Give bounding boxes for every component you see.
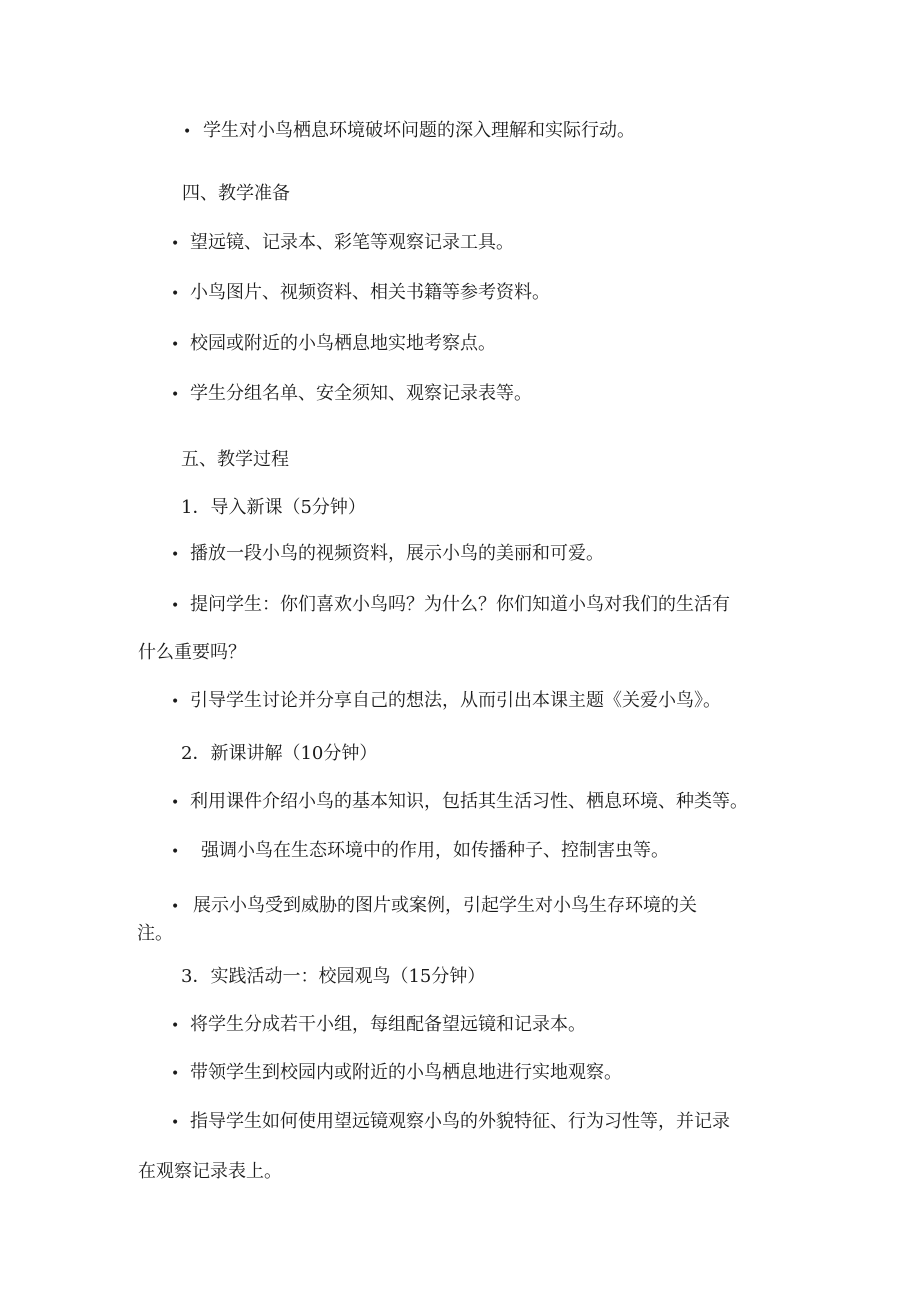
list-item: 带领学生到校园内或附近的小鸟栖息地进行实地观察。 — [190, 1062, 622, 1083]
list-item: 展示小鸟受到威胁的图片或案例，引起学生对小鸟生存环境的关 — [193, 895, 697, 916]
bullet: • — [171, 694, 180, 710]
bullet: • — [183, 124, 192, 140]
bullet: • — [171, 899, 180, 915]
step-heading: 3．实践活动一：校园观鸟（15分钟） — [181, 966, 486, 987]
list-item: 学生对小鸟栖息环境破坏问题的深入理解和实际行动。 — [203, 120, 635, 141]
bullet: • — [171, 795, 180, 811]
step-heading: 1．导入新课（5分钟） — [181, 497, 366, 518]
list-item: 播放一段小鸟的视频资料，展示小鸟的美丽和可爱。 — [190, 543, 604, 564]
section-heading: 四、教学准备 — [182, 183, 290, 204]
list-item: 提问学生：你们喜欢小鸟吗？为什么？你们知道小鸟对我们的生活有 — [190, 594, 730, 615]
list-item: 指导学生如何使用望远镜观察小鸟的外貌特征、行为习性等，并记录 — [190, 1111, 730, 1132]
bullet: • — [171, 286, 180, 302]
bullet: • — [171, 1115, 180, 1131]
bullet: • — [171, 387, 180, 403]
bullet: • — [171, 598, 180, 614]
section-heading: 五、教学过程 — [181, 449, 289, 470]
list-item: 引导学生讨论并分享自己的想法，从而引出本课主题《关爱小鸟》。 — [190, 690, 721, 711]
bullet: • — [171, 236, 180, 252]
list-item: 学生分组名单、安全须知、观察记录表等。 — [190, 383, 532, 404]
bullet: • — [171, 1018, 180, 1034]
step-heading: 2．新课讲解（10分钟） — [181, 743, 378, 764]
list-item: 强调小鸟在生态环境中的作用，如传播种子、控制害虫等。 — [201, 840, 669, 861]
list-item-continuation: 注。 — [137, 923, 173, 944]
bullet: • — [171, 337, 180, 353]
list-item-continuation: 在观察记录表上。 — [138, 1161, 282, 1182]
bullet: • — [171, 547, 180, 563]
bullet: • — [171, 844, 180, 860]
list-item: 利用课件介绍小鸟的基本知识，包括其生活习性、栖息环境、种类等。 — [190, 791, 748, 812]
list-item: 将学生分成若干小组，每组配备望远镜和记录本。 — [190, 1014, 586, 1035]
list-item: 校园或附近的小鸟栖息地实地考察点。 — [190, 333, 496, 354]
list-item: 小鸟图片、视频资料、相关书籍等参考资料。 — [190, 282, 550, 303]
list-item-continuation: 什么重要吗？ — [138, 642, 246, 663]
bullet: • — [171, 1066, 180, 1082]
list-item: 望远镜、记录本、彩笔等观察记录工具。 — [190, 232, 514, 253]
